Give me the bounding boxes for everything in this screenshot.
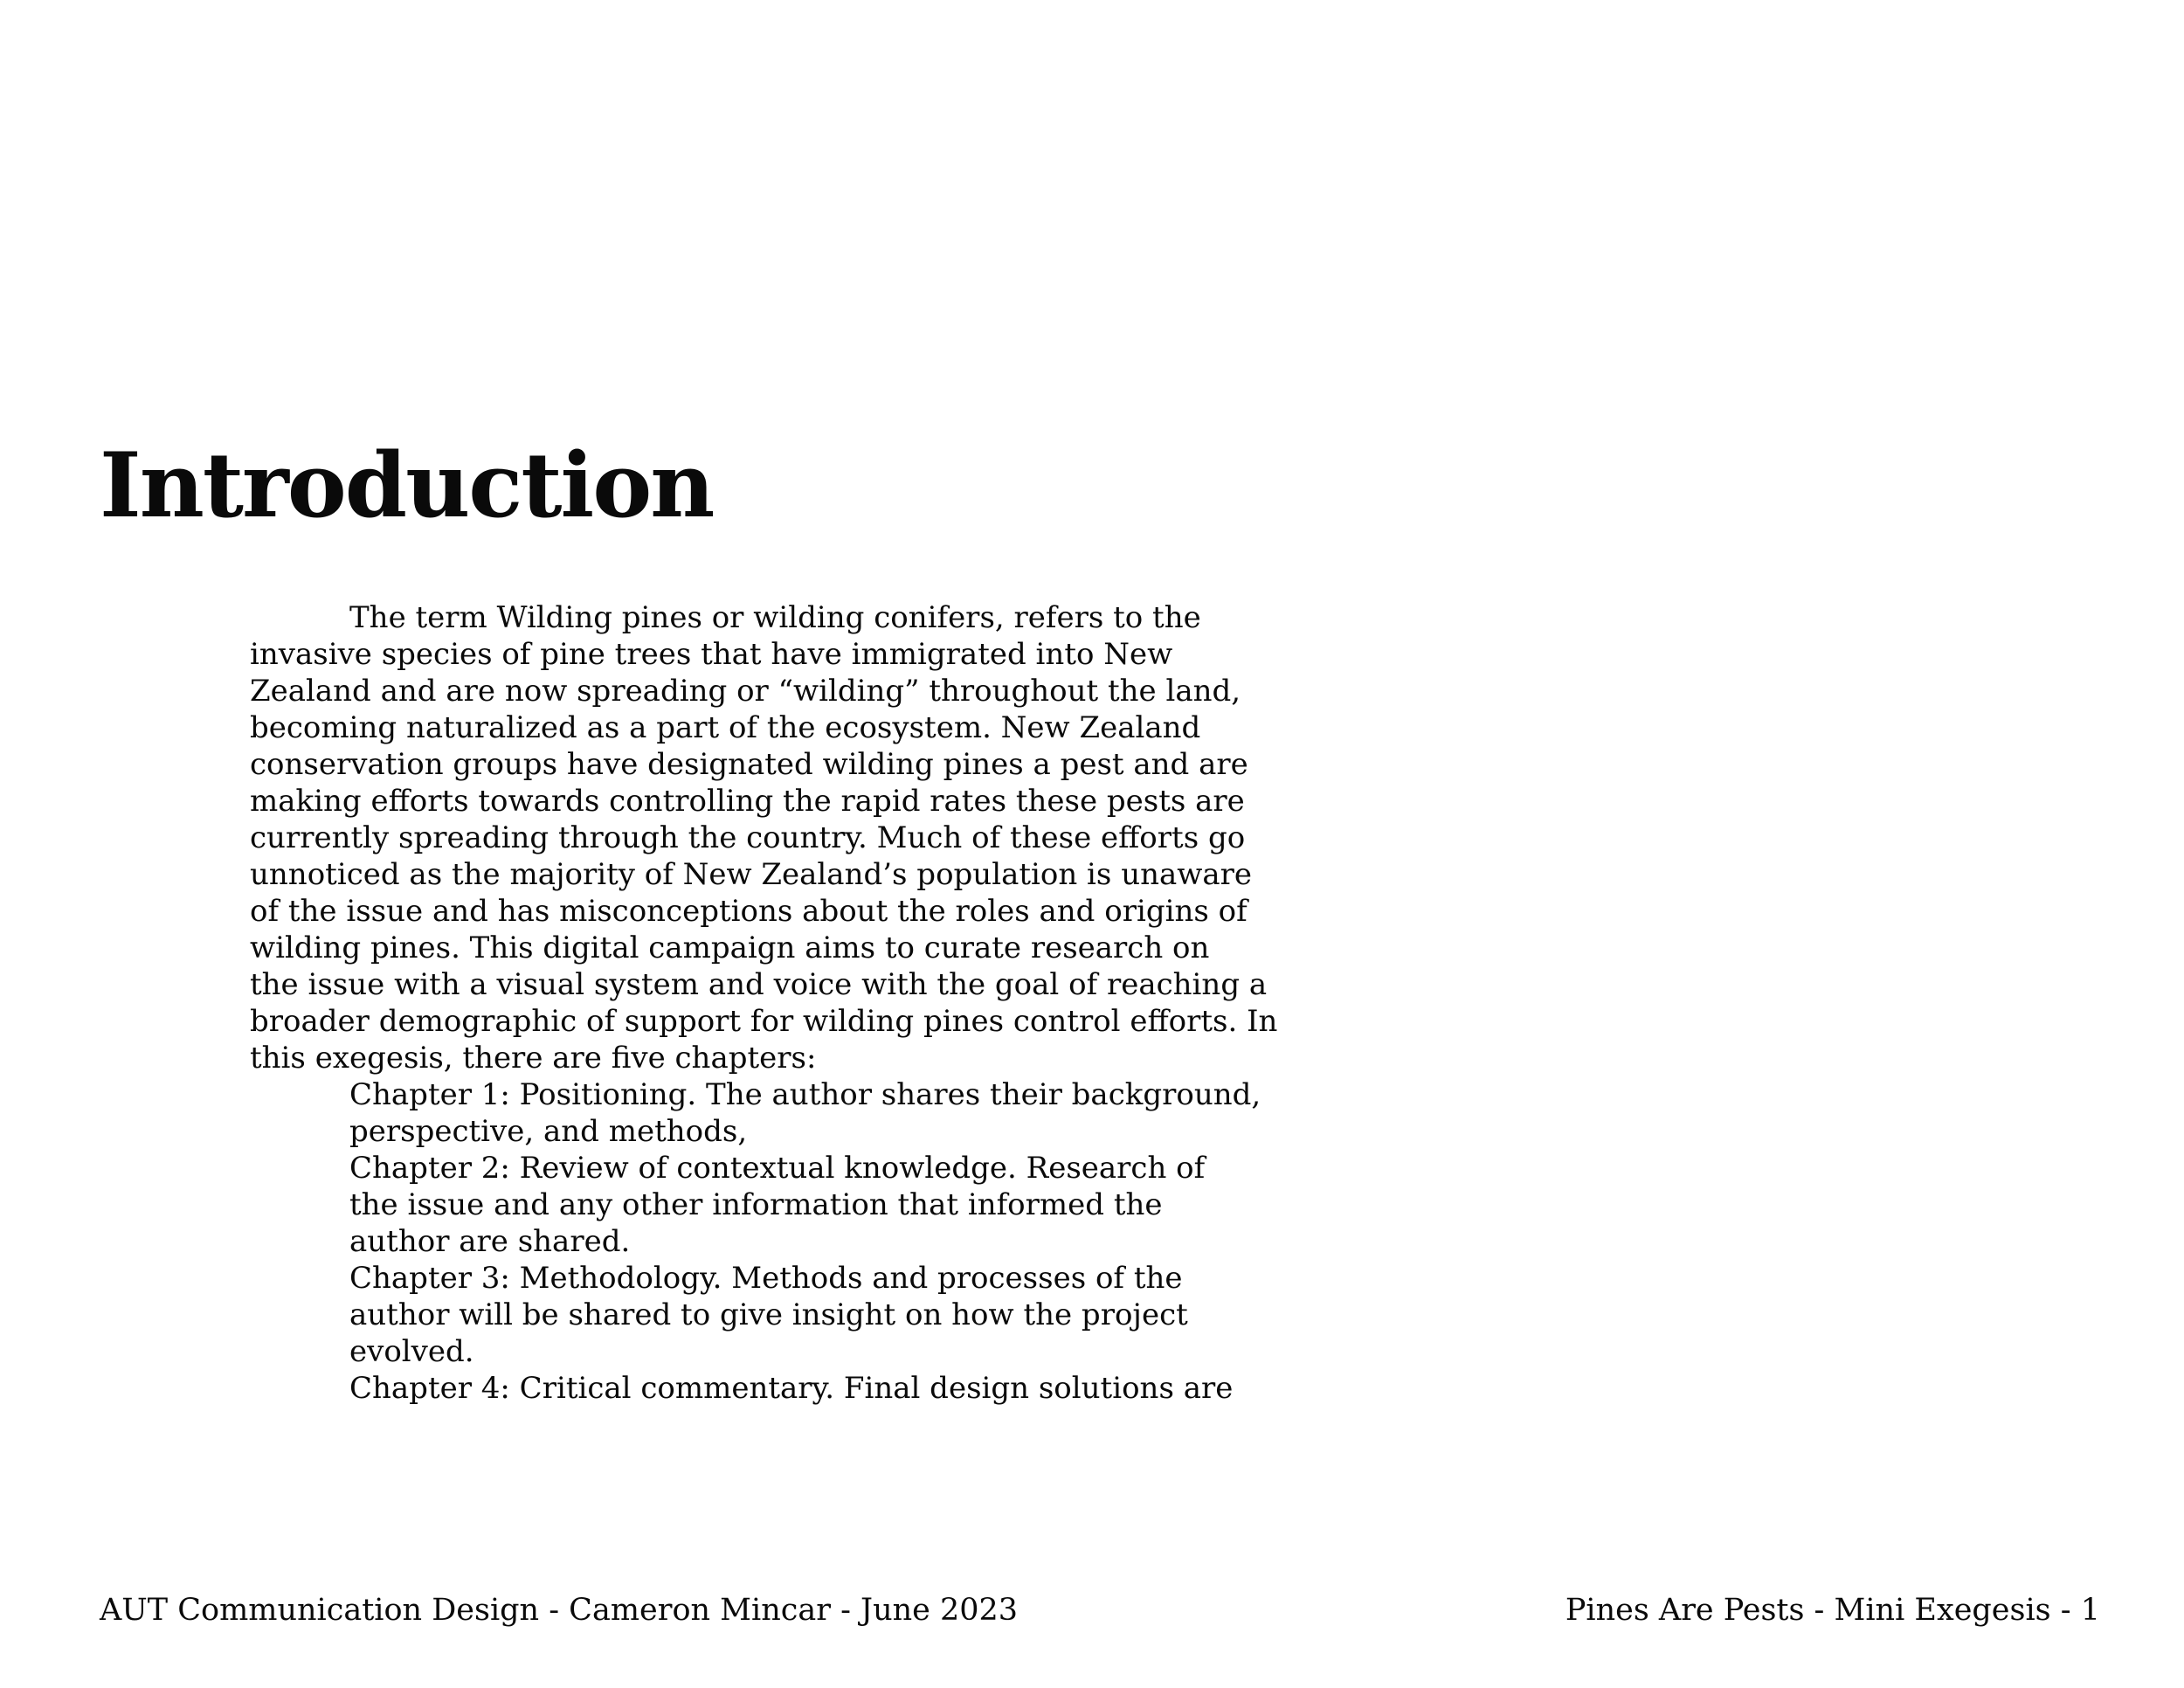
footer-left: AUT Communication Design - Cameron Mincar - June 2023 (100, 1593, 1019, 1628)
paragraph-line: conservation groups have designated wilding pines a pest and are (250, 747, 1248, 782)
paragraph-line: unnoticed as the majority of New Zealand’s population is unaware (250, 857, 1253, 892)
chapter-line: the issue and any other information that informed the (349, 1187, 1163, 1222)
paragraph-line: the issue with a visual system and voice with the goal of reaching a (250, 967, 1268, 1002)
chapter-line: Chapter 4: Critical commentary. Final design solutions are (349, 1371, 1234, 1406)
chapter-line: Chapter 1: Positioning. The author shares their background, (349, 1077, 1261, 1112)
paragraph-line: becoming naturalized as a part of the ecosystem. New Zealand (250, 710, 1201, 745)
chapter-line: evolved. (349, 1334, 474, 1369)
chapter-line: perspective, and methods, (349, 1114, 748, 1149)
page-title: Introduction (100, 433, 714, 538)
chapter-line: Chapter 2: Review of contextual knowledge. Research of (349, 1151, 1206, 1186)
paragraph-line: Zealand and are now spreading or “wilding” throughout the land, (250, 674, 1241, 709)
chapter-line: author will be shared to give insight on how the project (349, 1297, 1188, 1332)
paragraph-line: of the issue and has misconceptions about the roles and origins of (250, 894, 1248, 929)
footer-right: Pines Are Pests - Mini Exegesis - 1 (1565, 1593, 2100, 1628)
paragraph-line: making efforts towards controlling the rapid rates these pests are (250, 784, 1245, 819)
introduction-body (250, 599, 1281, 1407)
paragraph-line: broader demographic of support for wilding pines control efforts. In (250, 1004, 1278, 1039)
paragraph-line: The term Wilding pines or wilding conifers, refers to the (349, 600, 1201, 635)
chapter-line: Chapter 3: Methodology. Methods and processes of the (349, 1261, 1183, 1296)
paragraph-line: currently spreading through the country. Much of these efforts go (250, 820, 1246, 855)
paragraph-line: invasive species of pine trees that have immigrated into New (250, 637, 1173, 672)
paragraph-line: wilding pines. This digital campaign aims to curate research on (250, 930, 1210, 965)
paragraph-line: this exegesis, there are five chapters: (250, 1041, 817, 1076)
chapter-line: author are shared. (349, 1224, 631, 1259)
